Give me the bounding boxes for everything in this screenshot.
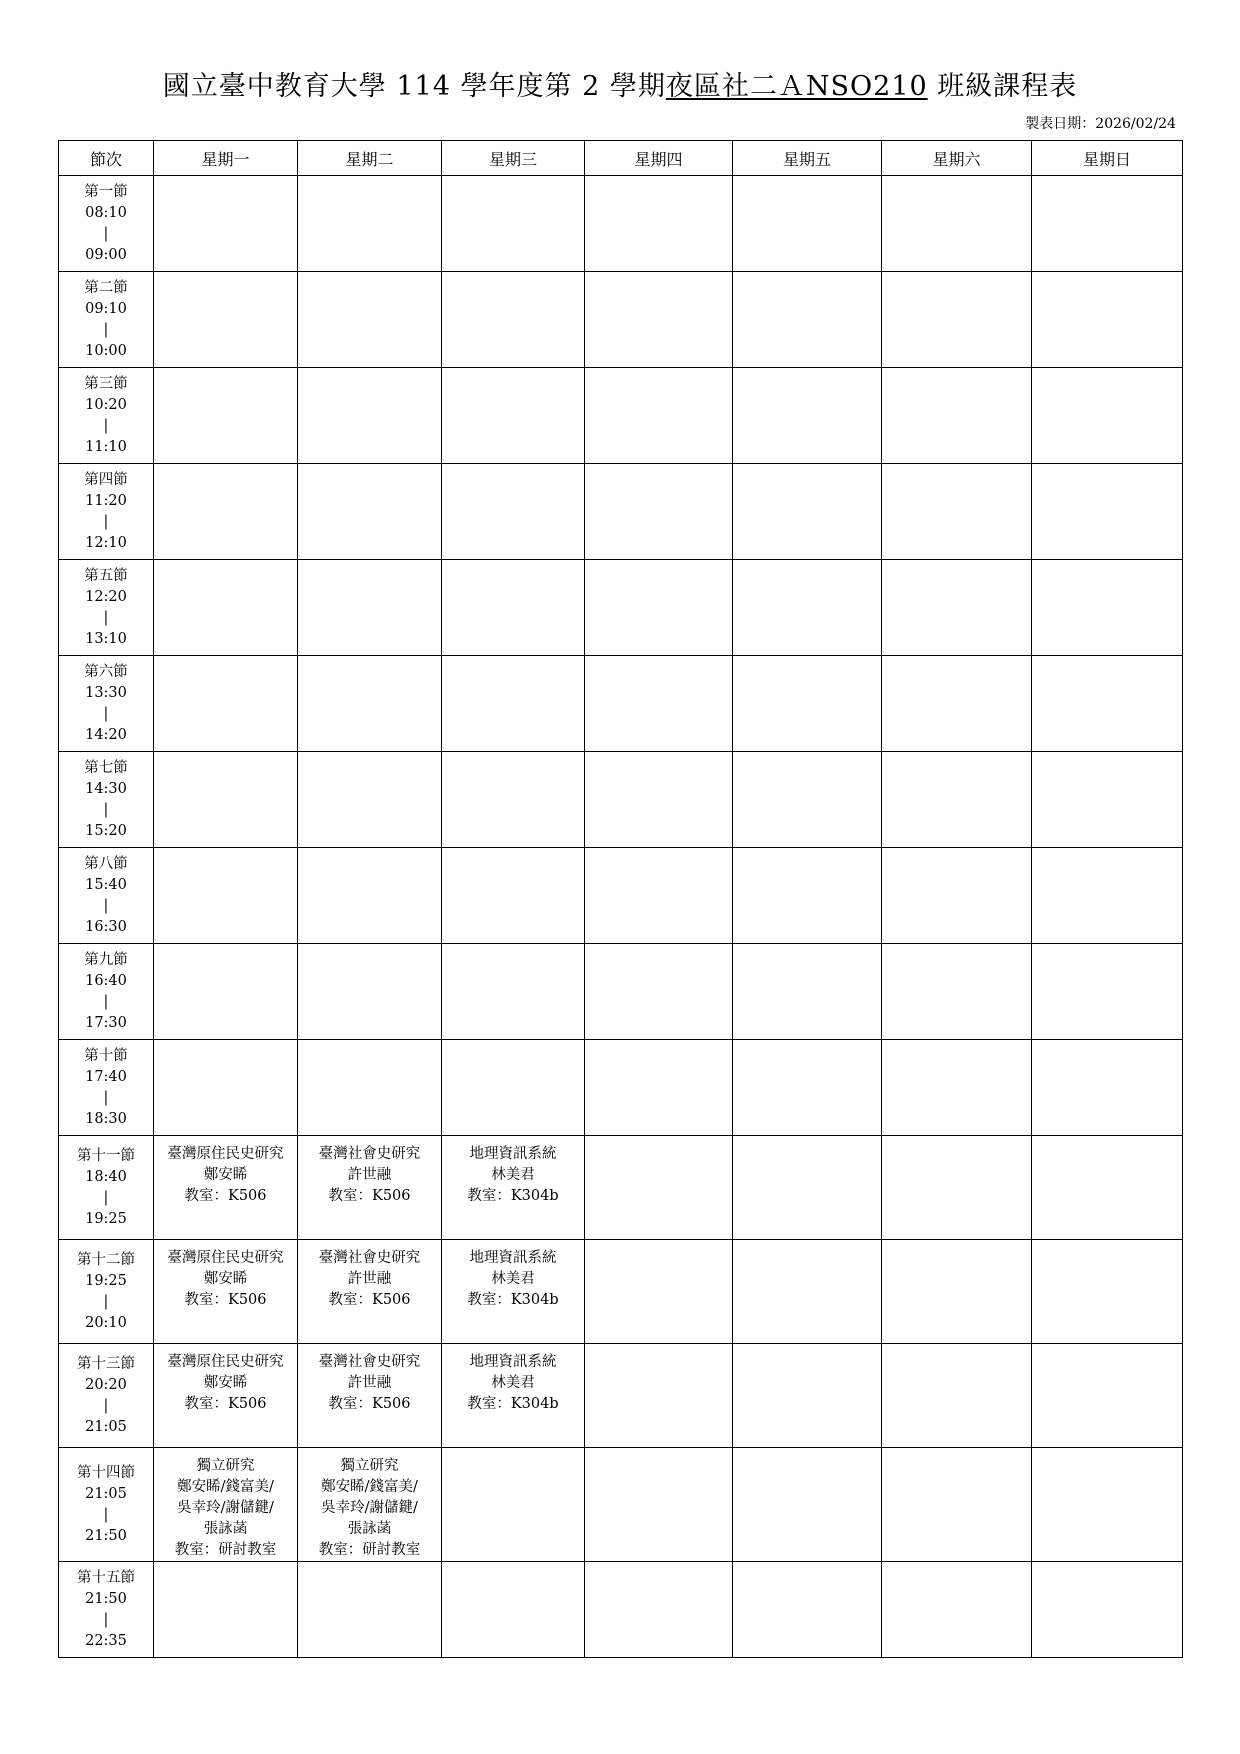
course-name: 地理資訊系統 (469, 1354, 557, 1370)
slot-sat (882, 752, 1032, 848)
period-name: 第二節 (84, 279, 128, 296)
period-name: 第十五節 (77, 1569, 135, 1586)
slot-fri (733, 1040, 882, 1136)
course-teacher: 許世融 (347, 1271, 392, 1287)
header-row (59, 141, 1183, 176)
period-cell (59, 272, 154, 368)
slot-thu (585, 1136, 733, 1240)
course-teacher: 吳幸玲/謝儲鍵/ (177, 1500, 274, 1516)
slot-fri (733, 656, 882, 752)
period-cell (59, 656, 154, 752)
course-room: 教室：研討教室 (318, 1542, 421, 1558)
course-cell (298, 1136, 442, 1240)
slot-wed (442, 368, 585, 464)
period-end: 14:20 (85, 726, 127, 743)
period-cell (59, 1136, 154, 1240)
slot-sat (882, 1562, 1032, 1658)
period-sep: | (103, 801, 109, 818)
slot-tue (298, 656, 442, 752)
slot-tue (298, 944, 442, 1040)
slot-wed (442, 848, 585, 944)
course-name: 臺灣社會史研究 (318, 1146, 421, 1162)
course-teacher: 林美君 (491, 1375, 535, 1391)
period-name: 第十節 (84, 1047, 128, 1064)
slot-mon (154, 1562, 298, 1658)
period-start: 15:40 (85, 876, 127, 893)
slot-thu (585, 1344, 733, 1448)
course-cell (154, 1344, 298, 1448)
period-sep: | (103, 321, 109, 338)
period-end: 20:10 (85, 1314, 127, 1331)
slot-thu (585, 1240, 733, 1344)
course-cell (154, 1136, 298, 1240)
slot-mon (154, 272, 298, 368)
period-cell (59, 1040, 154, 1136)
course-room: 教室：K506 (328, 1396, 411, 1412)
period-row (59, 1040, 1183, 1136)
period-cell (59, 1562, 154, 1658)
slot-sun (1032, 1562, 1183, 1658)
period-cell (59, 944, 154, 1040)
slot-fri (733, 848, 882, 944)
course-room: 教室：K304b (467, 1396, 559, 1412)
course-room: 教室：K506 (184, 1188, 267, 1204)
course-cell (154, 1240, 298, 1344)
slot-fri (733, 464, 882, 560)
slot-sun (1032, 176, 1183, 272)
slot-sat (882, 464, 1032, 560)
made-date: 製表日期：2026/02/24 (1025, 116, 1176, 132)
slot-thu (585, 1562, 733, 1658)
class-name: 夜區社二ＡNSO210 (665, 71, 928, 102)
course-name: 臺灣原住民史研究 (167, 1146, 284, 1162)
period-start: 16:40 (85, 972, 127, 989)
course-name: 地理資訊系統 (469, 1250, 557, 1266)
period-end: 22:35 (85, 1632, 127, 1649)
period-row (59, 848, 1183, 944)
course-room: 教室：K304b (467, 1292, 559, 1308)
course-teacher: 吳幸玲/謝儲鍵/ (321, 1500, 418, 1516)
period-end: 21:05 (85, 1418, 127, 1435)
period-start: 19:25 (85, 1272, 127, 1289)
slot-sun (1032, 464, 1183, 560)
slot-tue (298, 1040, 442, 1136)
period-start: 21:05 (85, 1485, 127, 1502)
course-room: 教室：研討教室 (174, 1542, 277, 1558)
period-cell (59, 464, 154, 560)
period-end: 09:00 (85, 246, 127, 263)
period-sep: | (103, 705, 109, 722)
period-end: 16:30 (85, 918, 127, 935)
slot-mon (154, 464, 298, 560)
timetable (58, 140, 1183, 1658)
period-sep: | (103, 1089, 109, 1106)
period-row (59, 272, 1183, 368)
course-room: 教室：K506 (328, 1188, 411, 1204)
slot-thu (585, 848, 733, 944)
slot-fri (733, 1136, 882, 1240)
period-sep: | (103, 897, 109, 914)
course-cell (298, 1344, 442, 1448)
slot-sat (882, 1240, 1032, 1344)
course-teacher: 林美君 (491, 1167, 535, 1183)
slot-sun (1032, 368, 1183, 464)
slot-sun (1032, 560, 1183, 656)
slot-fri (733, 1562, 882, 1658)
period-name: 第十四節 (77, 1464, 135, 1481)
period-name: 第四節 (84, 471, 128, 488)
slot-wed (442, 1448, 585, 1562)
period-sep: | (103, 1397, 109, 1414)
col-header-tue: 星期二 (298, 141, 442, 176)
slot-sat (882, 368, 1032, 464)
slot-fri (733, 1344, 882, 1448)
course-teacher: 鄭安睎 (203, 1167, 248, 1183)
course-cell (442, 1344, 585, 1448)
period-name: 第五節 (84, 567, 128, 584)
period-start: 20:20 (85, 1376, 127, 1393)
period-start: 17:40 (85, 1068, 127, 1085)
period-cell (59, 560, 154, 656)
period-end: 18:30 (85, 1110, 127, 1127)
period-end: 19:25 (85, 1210, 127, 1227)
period-name: 第三節 (84, 375, 128, 392)
slot-sat (882, 1448, 1032, 1562)
course-name: 獨立研究 (196, 1458, 255, 1474)
course-name: 臺灣原住民史研究 (167, 1354, 284, 1370)
slot-sun (1032, 656, 1183, 752)
period-row (59, 176, 1183, 272)
slot-mon (154, 656, 298, 752)
period-sep: | (103, 1611, 109, 1628)
slot-wed (442, 944, 585, 1040)
period-row (59, 1240, 1183, 1344)
slot-sat (882, 560, 1032, 656)
course-name: 地理資訊系統 (469, 1146, 557, 1162)
period-end: 21:50 (85, 1527, 127, 1544)
slot-tue (298, 752, 442, 848)
slot-wed (442, 272, 585, 368)
slot-sun (1032, 1040, 1183, 1136)
slot-wed (442, 752, 585, 848)
slot-sat (882, 848, 1032, 944)
slot-fri (733, 1448, 882, 1562)
slot-fri (733, 752, 882, 848)
slot-sun (1032, 272, 1183, 368)
slot-thu (585, 560, 733, 656)
period-name: 第十三節 (77, 1355, 135, 1372)
period-cell (59, 752, 154, 848)
slot-sat (882, 656, 1032, 752)
slot-mon (154, 368, 298, 464)
course-teacher: 鄭安睎/錢富美/ (177, 1479, 274, 1495)
period-start: 09:10 (85, 300, 127, 317)
course-cell (442, 1240, 585, 1344)
slot-tue (298, 368, 442, 464)
course-teacher: 許世融 (347, 1167, 392, 1183)
col-header-thu: 星期四 (585, 141, 733, 176)
slot-mon (154, 176, 298, 272)
period-start: 18:40 (85, 1168, 127, 1185)
slot-sat (882, 944, 1032, 1040)
slot-fri (733, 272, 882, 368)
slot-sun (1032, 1344, 1183, 1448)
period-row (59, 656, 1183, 752)
slot-mon (154, 752, 298, 848)
period-row (59, 752, 1183, 848)
course-cell (298, 1240, 442, 1344)
course-teacher: 鄭安睎 (203, 1375, 248, 1391)
title-prefix: 國立臺中教育大學 114 學年度第 2 學期 (162, 71, 666, 102)
title-suffix: 班級課程表 (927, 71, 1078, 102)
slot-sat (882, 1040, 1032, 1136)
col-header-wed: 星期三 (442, 141, 585, 176)
slot-thu (585, 1040, 733, 1136)
period-row (59, 1448, 1183, 1562)
period-name: 第九節 (84, 951, 128, 968)
period-sep: | (103, 609, 109, 626)
period-cell (59, 368, 154, 464)
period-start: 12:20 (85, 588, 127, 605)
slot-thu (585, 176, 733, 272)
period-sep: | (103, 513, 109, 530)
slot-wed (442, 464, 585, 560)
slot-wed (442, 176, 585, 272)
col-header-sat: 星期六 (882, 141, 1032, 176)
slot-mon (154, 560, 298, 656)
course-name: 獨立研究 (340, 1458, 399, 1474)
course-teacher: 張詠菡 (203, 1521, 248, 1537)
course-cell (298, 1448, 442, 1562)
period-start: 11:20 (85, 492, 127, 509)
slot-sat (882, 1344, 1032, 1448)
slot-sat (882, 176, 1032, 272)
slot-tue (298, 176, 442, 272)
slot-fri (733, 944, 882, 1040)
slot-mon (154, 848, 298, 944)
period-cell (59, 1344, 154, 1448)
period-row (59, 560, 1183, 656)
period-name: 第十二節 (77, 1251, 135, 1268)
period-name: 第十一節 (77, 1147, 135, 1164)
course-teacher: 許世融 (347, 1375, 392, 1391)
period-row (59, 368, 1183, 464)
page-title (0, 64, 1240, 103)
period-row (59, 1562, 1183, 1658)
period-row (59, 944, 1183, 1040)
slot-fri (733, 1240, 882, 1344)
slot-sun (1032, 1240, 1183, 1344)
slot-fri (733, 176, 882, 272)
period-name: 第六節 (84, 663, 128, 680)
period-start: 13:30 (85, 684, 127, 701)
slot-tue (298, 560, 442, 656)
period-cell (59, 1240, 154, 1344)
course-teacher: 鄭安睎 (203, 1271, 248, 1287)
course-cell (442, 1136, 585, 1240)
period-end: 13:10 (85, 630, 127, 647)
period-sep: | (103, 417, 109, 434)
course-room: 教室：K506 (184, 1396, 267, 1412)
slot-thu (585, 368, 733, 464)
period-sep: | (103, 1189, 109, 1206)
slot-sun (1032, 848, 1183, 944)
slot-sun (1032, 944, 1183, 1040)
slot-sun (1032, 752, 1183, 848)
course-name: 臺灣原住民史研究 (167, 1250, 284, 1266)
slot-wed (442, 560, 585, 656)
slot-thu (585, 944, 733, 1040)
course-teacher: 鄭安睎/錢富美/ (321, 1479, 418, 1495)
period-name: 第七節 (84, 759, 128, 776)
course-name: 臺灣社會史研究 (318, 1354, 421, 1370)
course-room: 教室：K506 (328, 1292, 411, 1308)
slot-thu (585, 752, 733, 848)
slot-wed (442, 1040, 585, 1136)
slot-tue (298, 464, 442, 560)
slot-tue (298, 1562, 442, 1658)
col-header-mon: 星期一 (154, 141, 298, 176)
course-cell (154, 1448, 298, 1562)
period-end: 12:10 (85, 534, 127, 551)
slot-wed (442, 1562, 585, 1658)
period-start: 14:30 (85, 780, 127, 797)
slot-thu (585, 464, 733, 560)
period-row (59, 464, 1183, 560)
course-room: 教室：K304b (467, 1188, 559, 1204)
course-teacher: 林美君 (491, 1271, 535, 1287)
col-header-fri: 星期五 (733, 141, 882, 176)
period-name: 第一節 (84, 183, 128, 200)
slot-mon (154, 944, 298, 1040)
period-row (59, 1344, 1183, 1448)
course-name: 臺灣社會史研究 (318, 1250, 421, 1266)
period-cell (59, 1448, 154, 1562)
slot-fri (733, 368, 882, 464)
period-name: 第八節 (84, 855, 128, 872)
course-room: 教室：K506 (184, 1292, 267, 1308)
slot-tue (298, 272, 442, 368)
slot-sat (882, 272, 1032, 368)
period-start: 10:20 (85, 396, 127, 413)
slot-tue (298, 848, 442, 944)
period-end: 15:20 (85, 822, 127, 839)
period-cell (59, 176, 154, 272)
period-sep: | (103, 225, 109, 242)
slot-mon (154, 1040, 298, 1136)
slot-thu (585, 656, 733, 752)
period-row (59, 1136, 1183, 1240)
period-sep: | (103, 993, 109, 1010)
course-teacher: 張詠菡 (347, 1521, 392, 1537)
col-header-sun: 星期日 (1032, 141, 1183, 176)
period-start: 08:10 (85, 204, 127, 221)
slot-sun (1032, 1448, 1183, 1562)
period-cell (59, 848, 154, 944)
slot-wed (442, 656, 585, 752)
period-end: 10:00 (85, 342, 127, 359)
slot-sun (1032, 1136, 1183, 1240)
col-header-period: 節次 (59, 141, 154, 176)
period-start: 21:50 (85, 1590, 127, 1607)
slot-thu (585, 1448, 733, 1562)
slot-fri (733, 560, 882, 656)
period-end: 17:30 (85, 1014, 127, 1031)
period-sep: | (103, 1506, 109, 1523)
slot-sat (882, 1136, 1032, 1240)
slot-thu (585, 272, 733, 368)
period-sep: | (103, 1293, 109, 1310)
period-end: 11:10 (85, 438, 127, 455)
